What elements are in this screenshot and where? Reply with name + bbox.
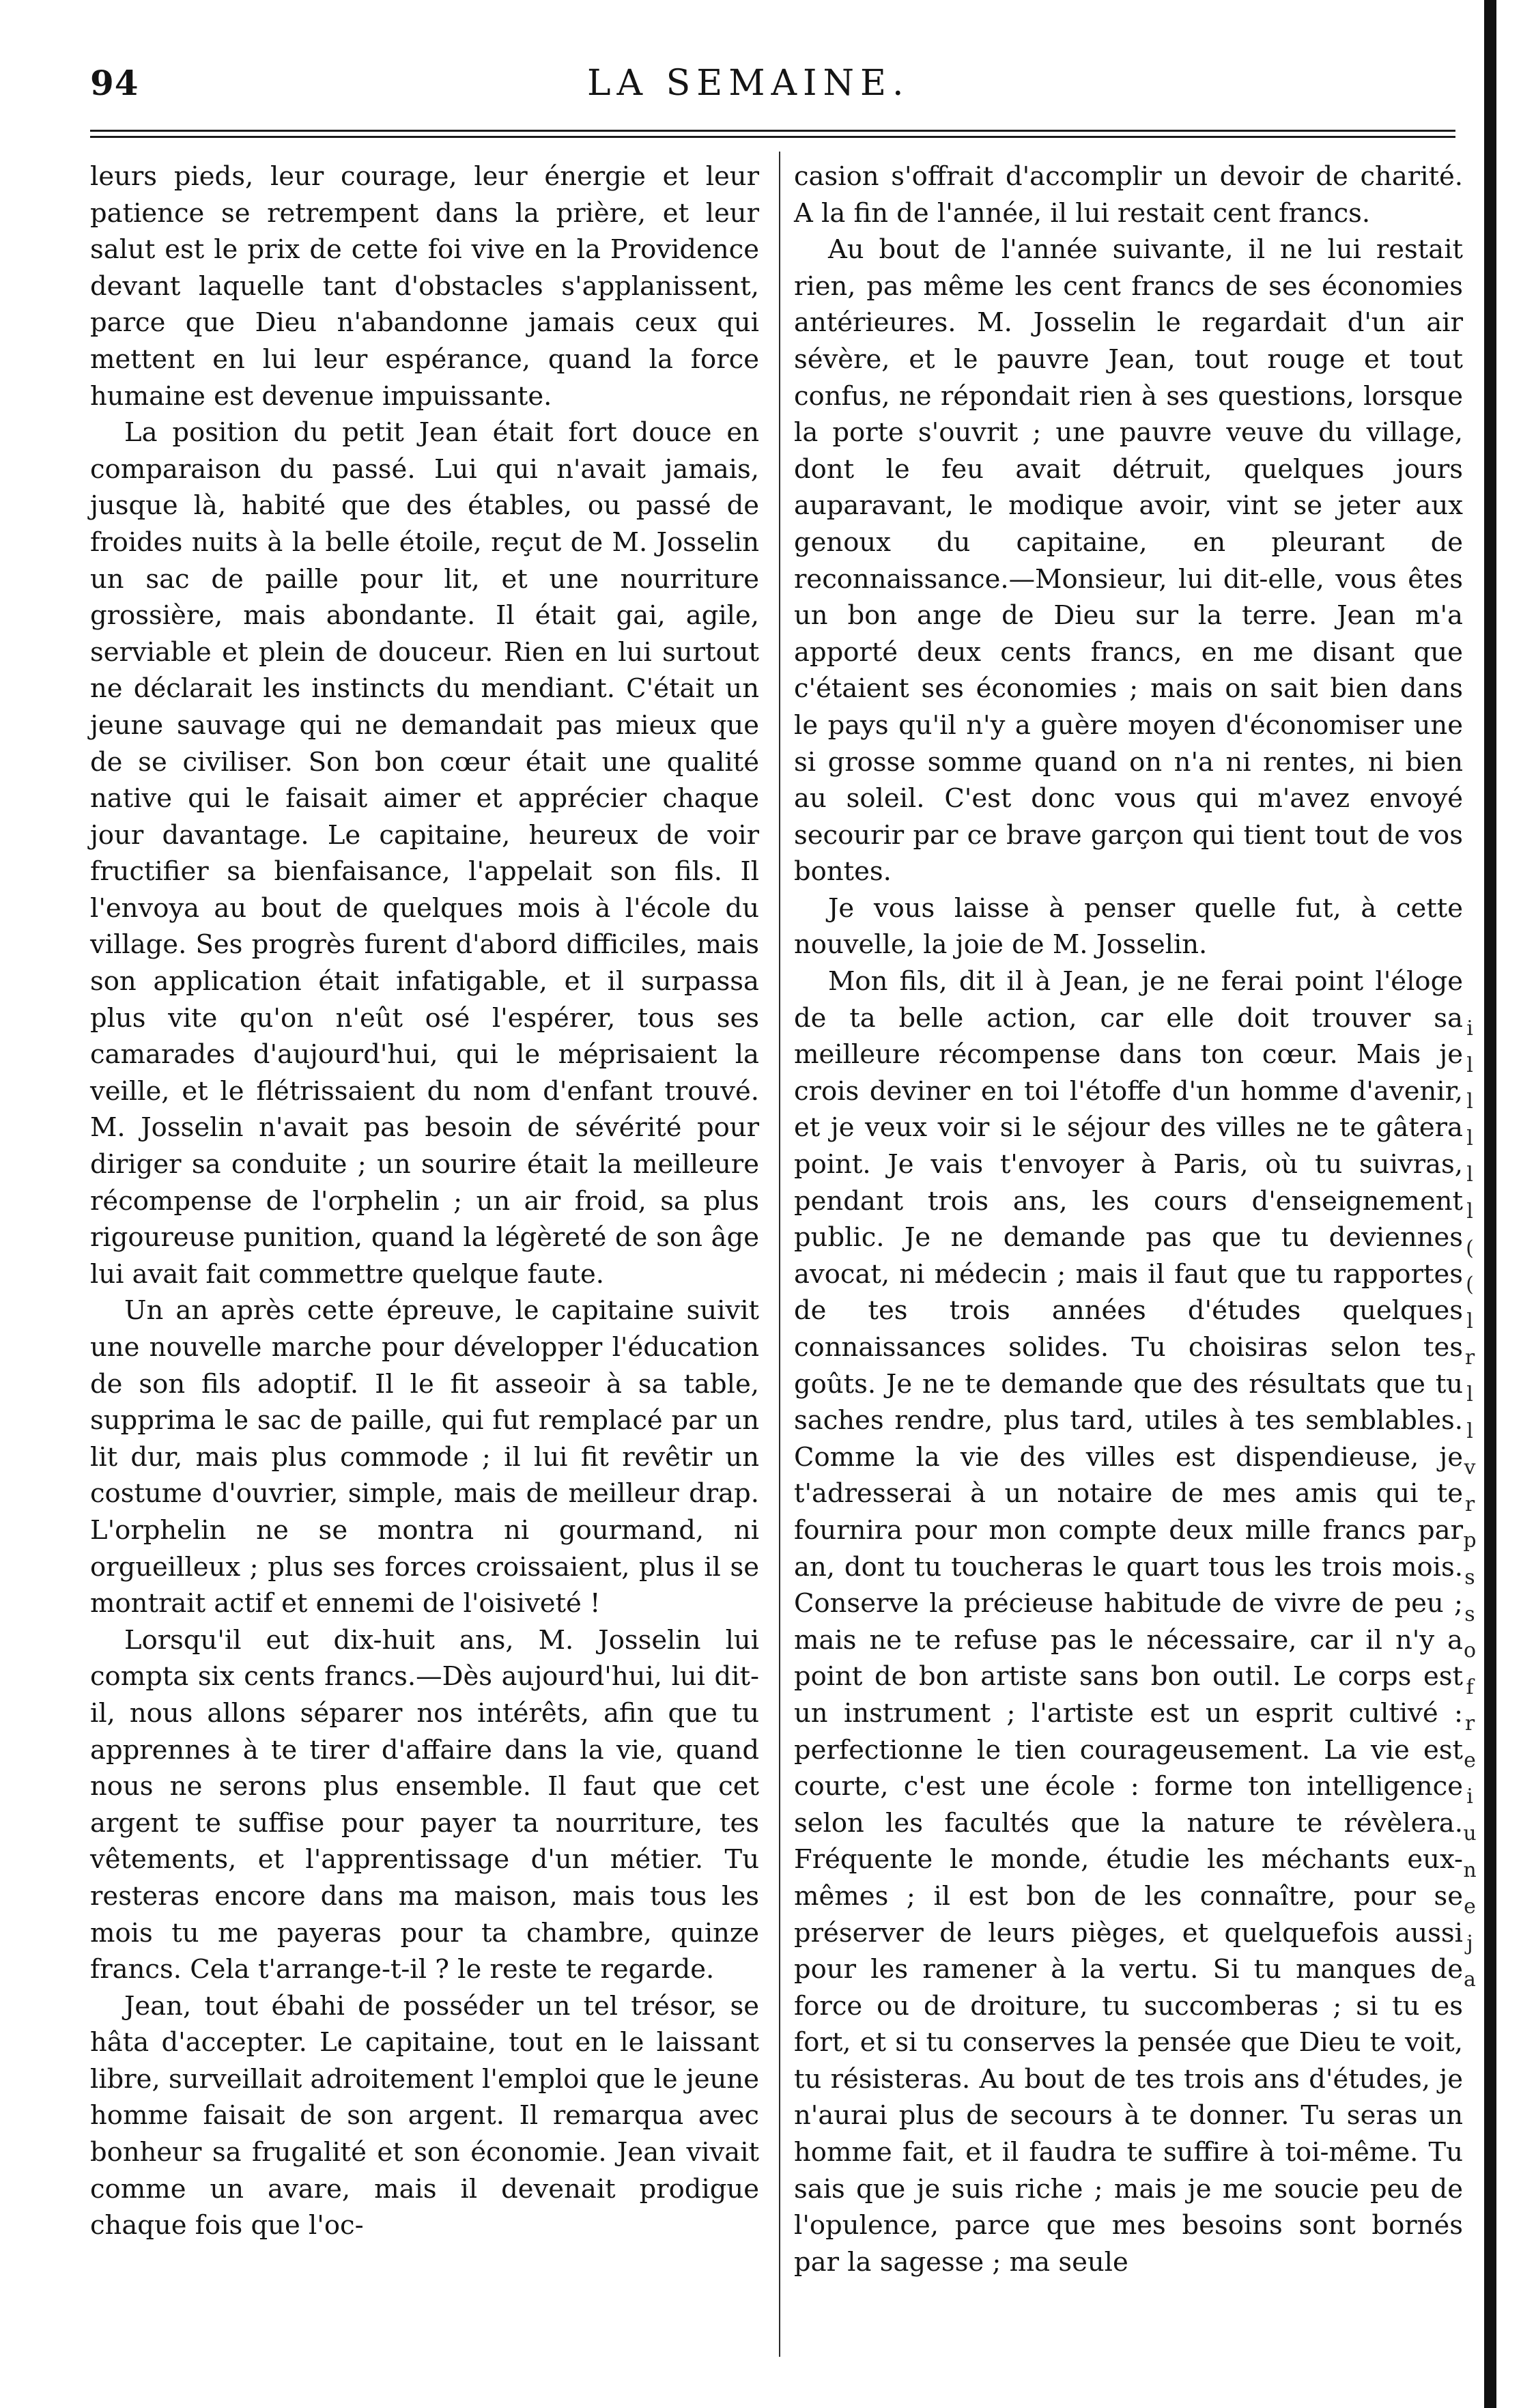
adjacent-page-fragment: i xyxy=(1466,1017,1473,1040)
adjacent-page-fragment: l xyxy=(1466,1382,1473,1406)
header-rule xyxy=(90,130,1455,138)
paragraph: Au bout de l'année suivante, il ne lui restait rien, pas même les cent francs de ses économies antérieures. M. Josselin le regardait d'un air sévère, et le pauvre Jean, tout rouge et tout confus, ne répondait rien à ses questions, lorsque la porte s'ouvrit ; une pauvre veuve du village, dont le feu avait détruit, quelques jours auparavant, le modique avoir, vint se jeter aux genoux du capitaine, en pleurant de reconnaissance.—Monsieur, lui dit-elle, vous êtes un bon ange de Dieu sur la terre. Jean m'a apporté deux cents francs, en me disant que c'étaient ses économies ; mais on sait bien dans le pays qu'il n'y a guère moyen d'économiser une si grosse somme quand on n'a ni rentes, ni bien au soleil. C'est donc vous qui m'avez envoyé secourir par ce brave garçon qui tient tout de vos bontes. xyxy=(794,234,1463,888)
adjacent-page-fragment: l xyxy=(1466,1199,1473,1223)
adjacent-page-fragment: s xyxy=(1464,1565,1475,1589)
adjacent-page-fragment: r xyxy=(1464,1346,1475,1370)
column-divider xyxy=(779,152,780,2357)
paragraph: Un an après cette épreuve, le capitaine suivit une nouvelle marche pour développer l'éducation de son fils adoptif. Il le fit asseoir à sa table, supprima le sac de paille, qui fut remplacé par un lit dur, mais plus commode ; il lui fit revêtir un costume d'ouvrier, simple, mais de meilleur drap. L'orphelin ne se montra ni gourmand, ni orgueilleux ; plus ses forces croissaient, plus il se montrait actif et ennemi de l'oisiveté ! xyxy=(90,1295,759,1619)
adjacent-page-fragment: l xyxy=(1466,1053,1473,1077)
adjacent-page-fragment: ( xyxy=(1466,1273,1474,1297)
adjacent-page-fragment: u xyxy=(1463,1822,1477,1846)
adjacent-page-fragment: e xyxy=(1464,1748,1476,1772)
paragraph: Jean, tout ébahi de posséder un tel trésor, se hâta d'accepter. Le capitaine, tout en le laissant libre, surveillait adroitement l'emploi que le jeune homme faisait de son argent. Il remarqua avec bonheur sa frugalité et son économie. Jean vivait comme un avare, mais il devenait prodigue chaque fois que l'oc- xyxy=(90,1990,759,2241)
page-gutter-edge xyxy=(1484,0,1496,2408)
adjacent-page-fragment: e xyxy=(1464,1895,1476,1919)
paragraph: casion s'offrait d'accomplir un devoir de charité. A la fin de l'année, il lui restait cent francs. xyxy=(794,161,1463,229)
adjacent-page-fragment: l xyxy=(1466,1309,1473,1333)
paragraph: La position du petit Jean était fort douce en comparaison du passé. Lui qui n'avait jamais, jusque là, habité que des étables, ou passé de froides nuits à la belle étoile, reçut de M. Josselin un sac de paille pour lit, et une nourriture grossière, mais abondante. Il était gai, agile, serviable et plein de douceur. Rien en lui surtout ne déclarait les instincts du mendiant. C'était un jeune sauvage qui ne demandait pas mieux que de se civiliser. Son bon cœur était une qualité native qui le faisait aimer et apprécier chaque jour davantage. Le capitaine, heureux de voir fructifier sa bienfaisance, l'appelait son fils. Il l'envoya au bout de quelques mois à l'école du village. Ses progrès furent d'abord difficiles, mais son application était infatigable, et il surpassa plus vite qu'on n'eût osé l'espérer, tous ses camarades d'aujourd'hui, qui le méprisaient la veille, et le flétrissaient du nom d'enfant trouvé. M. Josselin n'avait pas besoin de sévérité pour diriger sa conduite ; un sourire était la meilleure récompense de l'orphelin ; un air froid, sa plus rigoureuse punition, quand la légèreté de son âge lui avait fait commettre quelque faute. xyxy=(90,417,759,1290)
page-number: 94 xyxy=(90,63,139,103)
paragraph: Lorsqu'il eut dix-huit ans, M. Josselin lui compta six cents francs.—Dès aujourd'hui, lui dit-il, nous allons séparer nos intérêts, afin que tu apprennes à te tirer d'affaire dans la vie, quand nous ne serons plus ensemble. Il faut que cet argent te suffise pour payer ta nourriture, tes vêtements, et l'apprentissage d'un métier. Tu resteras encore dans ma maison, mais tous les mois tu me payeras pour ta chambre, quinze francs. Cela t'arrange-t-il ? le reste te regarde. xyxy=(90,1624,759,1985)
left-column xyxy=(90,158,759,2244)
adjacent-page-fragment: l xyxy=(1466,1090,1473,1114)
adjacent-page-fragment: l xyxy=(1466,1126,1473,1150)
adjacent-page-fragment: j xyxy=(1466,1931,1473,1955)
adjacent-page-fragment: s xyxy=(1464,1602,1475,1626)
adjacent-page-fragment: o xyxy=(1463,1639,1477,1663)
adjacent-page-fragment: l xyxy=(1466,1419,1473,1443)
paragraph: Je vous laisse à penser quelle fut, à cette nouvelle, la joie de M. Josselin. xyxy=(794,892,1463,961)
adjacent-page-fragments xyxy=(1460,1010,1480,1998)
adjacent-page-fragment: v xyxy=(1464,1456,1476,1480)
adjacent-page-fragment: l xyxy=(1466,1163,1473,1187)
running-title: LA SEMAINE. xyxy=(587,63,910,104)
paragraph: Mon fils, dit il à Jean, je ne ferai point l'éloge de ta belle action, car elle doit trouver sa meilleure récompense dans ton cœur. Mais je crois deviner en toi l'étoffe d'un homme d'avenir, et je veux voir si le séjour des villes ne te gâtera point. Je vais t'envoyer à Paris, où tu suivras, pendant trois ans, les cours d'enseignement public. Je ne demande pas que tu deviennes avocat, ni médecin ; mais il faut que tu rapportes de tes trois années d'études quelques connaissances solides. Tu choisiras selon tes goûts. Je ne te demande que des résultats que tu saches rendre, plus tard, utiles à tes semblables. Comme la vie des villes est dispendieuse, je t'adresserai à un notaire de mes amis qui te fournira pour mon compte deux mille francs par an, dont tu toucheras le quart tous les trois mois. Conserve la précieuse habitude de vivre de peu ; mais ne te refuse pas le nécessaire, car il n'y a point de bon artiste sans bon outil. Le corps est un instrument ; l'artiste est un esprit cultivé : perfectionne le tien courageusement. La vie est courte, c'est une école : forme ton intelligence selon les facultés que la nature te révèlera. Fréquente le monde, étudie les méchants eux-mêmes ; il est bon de les connaître, pour se préserver de leurs pièges, et quelquefois aussi pour les ramener à la vertu. Si tu manques de force ou de droiture, tu succomberas ; si tu es fort, et si tu conserves la pensée que Dieu te voit, tu résisteras. Au bout de tes trois ans d'études, je n'aurai plus de secours à te donner. Tu seras un homme fait, et il faudra te suffire à toi-même. Tu sais que je suis riche ; mais je me soucie peu de l'opulence, parce que mes besoins sont bornés par la sagesse ; ma seule xyxy=(794,966,1463,2278)
adjacent-page-fragment: r xyxy=(1464,1492,1475,1516)
adjacent-page-fragment: n xyxy=(1463,1858,1477,1882)
paragraph: leurs pieds, leur courage, leur énergie et leur patience se retrempent dans la prière, et leur salut est le prix de cette foi vive en la Providence devant laquelle tant d'obstacles s'applanissent, parce que Dieu n'abandonne jamais ceux qui mettent en lui leur espérance, quand la force humaine est devenue impuissante. xyxy=(90,161,759,412)
adjacent-page-fragment: ( xyxy=(1466,1236,1474,1260)
adjacent-page-fragment: i xyxy=(1466,1785,1473,1809)
adjacent-page-fragment: p xyxy=(1463,1529,1477,1553)
adjacent-page-fragment: r xyxy=(1464,1712,1475,1736)
right-column xyxy=(794,158,1463,2280)
adjacent-page-fragment: a xyxy=(1464,1968,1476,1992)
adjacent-page-fragment: f xyxy=(1466,1675,1474,1699)
